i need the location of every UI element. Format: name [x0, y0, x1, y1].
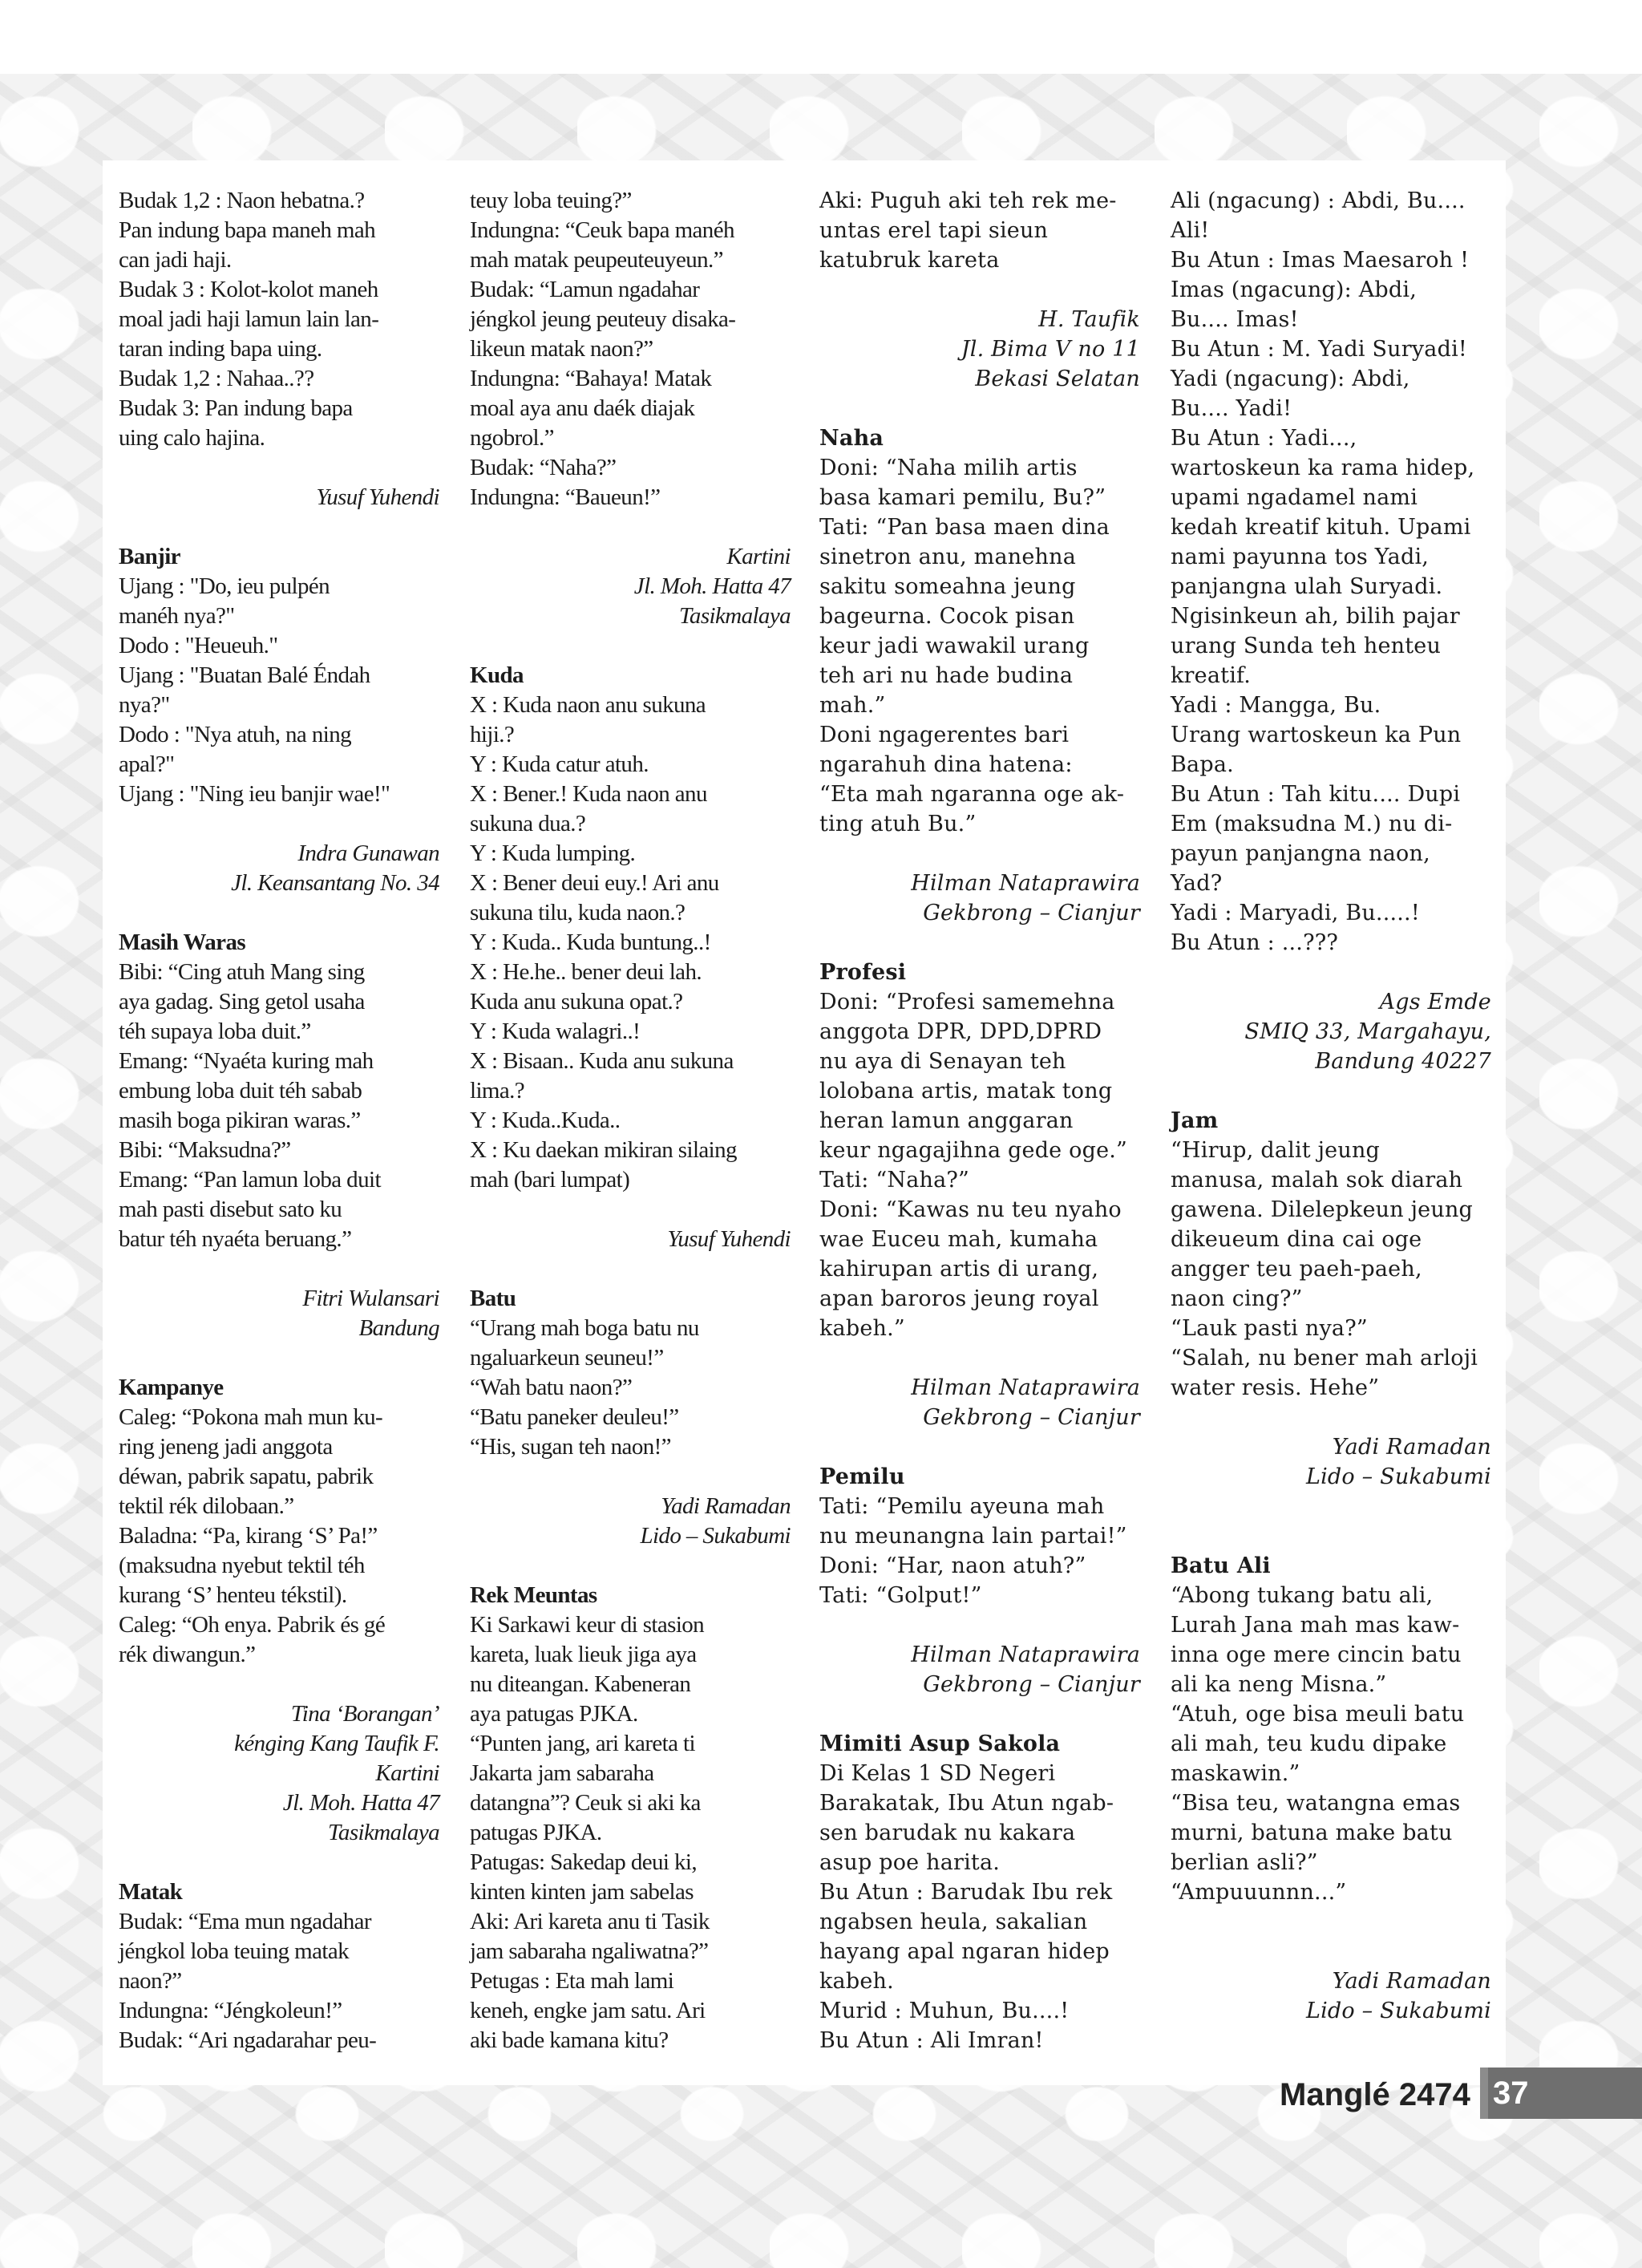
- text-line: anggota DPR, DPD,DPRD: [819, 1019, 1102, 1044]
- text-line: naon?”: [119, 1968, 182, 1994]
- author-credit: Jl. Moh. Hatta 47: [633, 573, 791, 599]
- text-line: Yad?: [1171, 871, 1223, 896]
- author-credit: Gekbrong – Cianjur: [923, 1672, 1140, 1697]
- text-line: Y : Kuda..Kuda..: [470, 1108, 621, 1133]
- text-line: Yadi : Maryadi, Bu.....!: [1171, 901, 1420, 925]
- text-line: X : Bener.! Kuda naon anu: [470, 781, 707, 807]
- text-line: Bu Atun : Barudak Ibu rek: [819, 1880, 1113, 1905]
- text-line: jam sabaraha ngaliwatna?”: [470, 1938, 709, 1964]
- text-line: Barakatak, Ibu Atun ngab-: [819, 1791, 1114, 1816]
- text-line: tektil rék dilobaan.”: [119, 1493, 294, 1519]
- text-line: ngarahuh dina hatena:: [819, 752, 1073, 777]
- text-line: wartoskeun ka rama hidep,: [1171, 456, 1475, 480]
- text-line: (maksudna nyebut tektil téh: [119, 1553, 365, 1578]
- story-heading: Batu: [470, 1286, 516, 1311]
- text-line: mah matak peupeuteuyeun.”: [470, 247, 723, 273]
- text-line: ting atuh Bu.”: [819, 812, 977, 836]
- text-line: Doni ngagerentes bari: [819, 723, 1070, 747]
- text-line: teh ari nu hade budina: [819, 663, 1074, 688]
- text-line: déwan, pabrik sapatu, pabrik: [119, 1464, 374, 1489]
- story-heading: Kampanye: [119, 1375, 224, 1400]
- story-heading: Banjir: [119, 544, 180, 569]
- text-line: “Lauk pasti nya?”: [1171, 1316, 1368, 1341]
- author-credit: Gekbrong – Cianjur: [923, 901, 1140, 925]
- text-line: Y : Kuda lumping.: [470, 840, 636, 866]
- author-credit: Tasikmalaya: [679, 603, 791, 629]
- text-line: Tati: “Golput!”: [819, 1583, 982, 1608]
- text-line: moal jadi haji lamun lain lan-: [119, 306, 379, 332]
- text-line: panjangna ulah Suryadi.: [1171, 574, 1443, 599]
- spacer: [119, 1848, 439, 1877]
- text-line: Budak 3: Pan indung bapa: [119, 395, 353, 421]
- text-line: Ali (ngacung) : Abdi, Bu....: [1171, 188, 1466, 213]
- text-line: Indungna: “Ceuk bapa manéh: [470, 217, 734, 243]
- spacer: [119, 898, 439, 928]
- story-heading: Rek Meuntas: [470, 1582, 597, 1608]
- story-heading: Mimiti Asup Sakola: [819, 1731, 1061, 1756]
- text-line: urang Sunda teh henteu: [1171, 634, 1442, 658]
- author-credit: Indra Gunawan: [297, 840, 439, 866]
- text-line: “Bisa teu, watangna emas: [1171, 1791, 1461, 1816]
- text-line: mah.”: [819, 693, 886, 718]
- author-credit: Lido – Sukabumi: [640, 1523, 791, 1549]
- text-column-2: [470, 186, 791, 2055]
- spacer: [819, 839, 1140, 869]
- author-credit: Tina ‘Borangan’: [290, 1701, 439, 1727]
- text-line: ring jeneng jadi anggota: [119, 1434, 333, 1460]
- text-line: sukuna dua.?: [470, 811, 586, 836]
- text-line: kahirupan artis di urang,: [819, 1257, 1099, 1282]
- spacer: [819, 1432, 1140, 1462]
- text-line: Budak: “Lamun ngadahar: [470, 277, 700, 302]
- story-heading: Masih Waras: [119, 929, 246, 955]
- text-line: upami ngadamel nami: [1171, 485, 1418, 510]
- text-line: X : Bener deui euy.! Ari anu: [470, 870, 719, 896]
- text-line: “His, sugan teh naon!”: [470, 1434, 671, 1460]
- text-line: Tati: “Naha?”: [819, 1168, 970, 1193]
- text-line: mah pasti disebut sato ku: [119, 1197, 342, 1222]
- text-column-3: [819, 186, 1140, 2055]
- spacer: [1171, 1492, 1491, 1521]
- text-line: Doni: “Profesi samemehna: [819, 990, 1115, 1015]
- text-line: kurang ‘S’ henteu tékstil).: [119, 1582, 347, 1608]
- text-line: kedah kreatif kituh. Upami: [1171, 515, 1471, 540]
- text-line: ngabsen heula, sakalian: [819, 1910, 1088, 1934]
- text-line: Caleg: “Oh enya. Pabrik és gé: [119, 1612, 386, 1638]
- author-credit: Hilman Nataprawira: [911, 1375, 1140, 1400]
- text-line: Bu Atun : ...???: [1171, 930, 1339, 955]
- text-line: Yadi : Mangga, Bu.: [1171, 693, 1381, 718]
- spacer: [819, 1343, 1140, 1373]
- text-line: manusa, malah sok diarah: [1171, 1168, 1463, 1193]
- text-line: nya?": [119, 692, 170, 718]
- spacer: [470, 512, 791, 542]
- text-line: Ngisinkeun ah, bilih pajar: [1171, 604, 1460, 629]
- text-line: jéngkol loba teuing matak: [119, 1938, 350, 1964]
- text-line: keneh, engke jam satu. Ari: [470, 1998, 706, 2023]
- text-line: can jadi haji.: [119, 247, 232, 273]
- spacer: [119, 453, 439, 483]
- text-line: Ujang : "Ning ieu banjir wae!": [119, 781, 390, 807]
- text-line: water resis. Hehe”: [1171, 1375, 1380, 1400]
- author-credit: Yadi Ramadan: [1332, 1969, 1491, 1994]
- text-line: maskawin.”: [1171, 1761, 1300, 1786]
- author-credit: Lido – Sukabumi: [1305, 1464, 1491, 1489]
- text-line: kinten kinten jam sabelas: [470, 1879, 694, 1905]
- text-line: bageurna. Cocok pisan: [819, 604, 1075, 629]
- text-line: Tati: “Pemilu ayeuna mah: [819, 1494, 1105, 1519]
- author-credit: Kartini: [726, 544, 791, 569]
- story-heading: Pemilu: [819, 1464, 905, 1489]
- text-line: Aki: Ari kareta anu ti Tasik: [470, 1909, 710, 1934]
- text-line: keur ngagajihna gede oge.”: [819, 1138, 1128, 1163]
- text-line: untas erel tapi sieun: [819, 218, 1049, 243]
- spacer: [470, 1551, 791, 1581]
- author-credit: Jl. Bima V no 11: [961, 337, 1140, 362]
- author-credit: Jl. Keansantang No. 34: [231, 870, 439, 896]
- author-credit: Hilman Nataprawira: [911, 871, 1140, 896]
- spacer: [119, 1254, 439, 1284]
- text-line: “Punten jang, ari kareta ti: [470, 1731, 695, 1756]
- text-line: kreatif.: [1171, 663, 1252, 688]
- text-line: heran lamun anggaran: [819, 1108, 1074, 1133]
- text-column-1: [119, 186, 439, 2055]
- text-line: apal?": [119, 751, 175, 777]
- spacer: [1171, 958, 1491, 987]
- text-line: Ujang : "Buatan Balé Éndah: [119, 662, 370, 688]
- text-line: katubruk kareta: [819, 248, 1000, 273]
- text-line: sen barudak nu kakara: [819, 1820, 1076, 1845]
- text-line: taran inding bapa uing.: [119, 336, 322, 362]
- text-line: manéh nya?": [119, 603, 235, 629]
- text-line: ngaluarkeun seuneu!”: [470, 1345, 664, 1371]
- text-line: X : He.he.. bener deui lah.: [470, 959, 702, 985]
- text-line: payun panjangna naon,: [1171, 841, 1430, 866]
- text-line: masih boga pikiran waras.”: [119, 1108, 361, 1133]
- text-line: basa kamari pemilu, Bu?”: [819, 485, 1106, 510]
- text-line: naon cing?”: [1171, 1286, 1303, 1311]
- text-line: “Salah, nu bener mah arloji: [1171, 1346, 1478, 1371]
- text-line: hiji.?: [470, 722, 515, 747]
- story-heading: Jam: [1171, 1108, 1219, 1133]
- text-line: Y : Kuda catur atuh.: [470, 751, 649, 777]
- text-line: Bu Atun : Tah kitu.... Dupi: [1171, 782, 1461, 807]
- text-line: patugas PJKA.: [470, 1820, 602, 1845]
- spacer: [1171, 1937, 1491, 1966]
- spacer: [119, 809, 439, 839]
- text-line: Urang wartoskeun ka Pun: [1171, 723, 1462, 747]
- text-line: Doni: “Kawas nu teu nyaho: [819, 1197, 1122, 1222]
- text-line: hayang apal ngaran hidep: [819, 1939, 1110, 1964]
- text-line: asup poe harita.: [819, 1850, 1001, 1875]
- magazine-issue: Manglé 2474: [1280, 2077, 1470, 2112]
- spacer: [819, 394, 1140, 423]
- text-line: mah (bari lumpat): [470, 1167, 630, 1193]
- text-line: Y : Kuda walagri..!: [470, 1019, 641, 1044]
- text-line: sukuna tilu, kuda naon.?: [470, 900, 686, 925]
- author-credit: Yadi Ramadan: [661, 1493, 791, 1519]
- author-credit: Kartini: [375, 1760, 439, 1786]
- author-credit: Ags Emde: [1379, 990, 1491, 1015]
- text-line: lolobana artis, matak tong: [819, 1079, 1113, 1104]
- text-line: Bu Atun : Ali Imran!: [819, 2028, 1044, 2053]
- text-line: Baladna: “Pa, kirang ‘S’ Pa!”: [119, 1523, 378, 1549]
- text-line: aki bade kamana kitu?: [470, 2027, 669, 2053]
- text-line: Bu Atun : M. Yadi Suryadi!: [1171, 337, 1467, 362]
- text-line: Em (maksudna M.) nu di-: [1171, 812, 1453, 836]
- spacer: [119, 1343, 439, 1373]
- text-line: “Eta mah ngaranna oge ak-: [819, 782, 1125, 807]
- text-line: angger teu paeh-paeh,: [1171, 1257, 1422, 1282]
- text-line: inna oge mere cincin batu: [1171, 1642, 1462, 1667]
- text-line: “Ampuuunnn...”: [1171, 1880, 1347, 1905]
- text-line: nami payunna tos Yadi,: [1171, 545, 1430, 569]
- story-heading: Naha: [819, 426, 884, 451]
- spacer: [819, 928, 1140, 958]
- text-line: ali ka neng Misna.”: [1171, 1672, 1387, 1697]
- text-line: jéngkol jeung peuteuy disaka-: [470, 306, 736, 332]
- text-line: moal aya anu daék diajak: [470, 395, 695, 421]
- text-line: Indungna: “Jéngkoleun!”: [119, 1998, 342, 2023]
- text-line: Di Kelas 1 SD Negeri: [819, 1761, 1056, 1786]
- text-line: aya gadag. Sing getol usaha: [119, 989, 365, 1015]
- author-credit: Hilman Nataprawira: [911, 1642, 1140, 1667]
- story-heading: Matak: [119, 1879, 183, 1905]
- text-line: Kuda anu sukuna opat.?: [470, 989, 683, 1015]
- text-line: wae Euceu mah, kumaha: [819, 1227, 1098, 1252]
- text-line: Bapa.: [1171, 752, 1234, 777]
- author-credit: Bandung 40227: [1315, 1049, 1491, 1074]
- text-line: Doni: “Har, naon atuh?”: [819, 1553, 1086, 1578]
- text-line: likeun matak naon?”: [470, 336, 653, 362]
- author-credit: Lido – Sukabumi: [1305, 1999, 1491, 2023]
- text-line: datangna”? Ceuk si aki ka: [470, 1790, 701, 1816]
- text-line: Budak 1,2 : Nahaa..??: [119, 366, 314, 391]
- spacer: [119, 512, 439, 542]
- text-line: “Atuh, oge bisa meuli batu: [1171, 1702, 1465, 1727]
- text-line: Ali!: [1171, 218, 1210, 243]
- text-line: Petugas : Eta mah lami: [470, 1968, 674, 1994]
- text-line: “Abong tukang batu ali,: [1171, 1583, 1434, 1608]
- text-line: Dodo : "Heueuh.": [119, 633, 278, 658]
- text-line: aya patugas PJKA.: [470, 1701, 638, 1727]
- spacer: [119, 1670, 439, 1699]
- text-line: uing calo hajina.: [119, 425, 265, 451]
- spacer: [819, 275, 1140, 305]
- text-line: “Urang mah boga batu nu: [470, 1315, 699, 1341]
- author-credit: Tasikmalaya: [328, 1820, 439, 1845]
- spacer: [819, 1610, 1140, 1640]
- author-credit: Yadi Ramadan: [1332, 1435, 1491, 1460]
- story-heading: Batu Ali: [1171, 1553, 1271, 1578]
- text-line: lima.?: [470, 1078, 525, 1104]
- text-line: teuy loba teuing?”: [470, 188, 632, 213]
- author-credit: Yusuf Yuhendi: [316, 484, 439, 510]
- author-credit: Yusuf Yuhendi: [667, 1226, 791, 1252]
- text-line: ngobrol.”: [470, 425, 554, 451]
- spacer: [470, 631, 791, 661]
- text-line: Budak: “Ema mun ngadahar: [119, 1909, 371, 1934]
- text-line: sakitu someahna jeung: [819, 574, 1076, 599]
- text-line: Pan indung bapa maneh mah: [119, 217, 376, 243]
- text-line: Budak 1,2 : Naon hebatna.?: [119, 188, 365, 213]
- text-line: Emang: “Nyaéta kuring mah: [119, 1048, 374, 1074]
- spacer: [470, 1195, 791, 1225]
- text-line: kabeh.”: [819, 1316, 905, 1341]
- text-line: gawena. Dilelepkeun jeung: [1171, 1197, 1474, 1222]
- text-line: Bu Atun : Yadi...,: [1171, 426, 1357, 451]
- text-line: Budak: “Ari ngadarahar peu-: [119, 2027, 377, 2053]
- author-credit: Gekbrong – Cianjur: [923, 1405, 1140, 1430]
- story-heading: Kuda: [470, 662, 524, 688]
- text-line: sinetron anu, manehna: [819, 545, 1077, 569]
- author-credit: Jl. Moh. Hatta 47: [282, 1790, 439, 1816]
- text-line: Imas (ngacung): Abdi,: [1171, 277, 1417, 302]
- text-line: Murid : Muhun, Bu....!: [819, 1999, 1070, 2023]
- text-line: Budak: “Naha?”: [470, 455, 617, 480]
- text-line: X : Bisaan.. Kuda anu sukuna: [470, 1048, 734, 1074]
- spacer: [1171, 1403, 1491, 1432]
- text-line: Indungna: “Baueun!”: [470, 484, 661, 510]
- author-credit: kénging Kang Taufik F.: [234, 1731, 439, 1756]
- text-line: “Wah batu naon?”: [470, 1375, 633, 1400]
- spacer: [819, 1699, 1140, 1729]
- text-line: nu meunangna lain partai!”: [819, 1524, 1127, 1549]
- text-line: Jakarta jam sabaraha: [470, 1760, 654, 1786]
- spacer: [470, 1462, 791, 1492]
- text-line: “Batu paneker deuleu!”: [470, 1404, 679, 1430]
- text-line: Patugas: Sakedap deui ki,: [470, 1849, 698, 1875]
- text-line: X : Ku daekan mikiran silaing: [470, 1137, 737, 1163]
- text-line: Ujang : "Do, ieu pulpén: [119, 573, 330, 599]
- text-line: embung loba duit téh sabab: [119, 1078, 362, 1104]
- text-line: Bibi: “Maksudna?”: [119, 1137, 291, 1163]
- spacer: [470, 1254, 791, 1284]
- text-line: rék diwangun.”: [119, 1642, 256, 1667]
- text-line: Caleg: “Pokona mah mun ku-: [119, 1404, 383, 1430]
- spacer: [1171, 1907, 1491, 1937]
- author-credit: Fitri Wulansari: [302, 1286, 439, 1311]
- text-line: nu diteangan. Kabeneran: [470, 1671, 691, 1697]
- text-line: Tati: “Pan basa maen dina: [819, 515, 1110, 540]
- text-line: Yadi (ngacung): Abdi,: [1171, 367, 1410, 391]
- text-line: Bibi: “Cing atuh Mang sing: [119, 959, 365, 985]
- text-line: Emang: “Pan lamun loba duit: [119, 1167, 381, 1193]
- text-line: “Hirup, dalit jeung: [1171, 1138, 1381, 1163]
- text-line: Ki Sarkawi keur di stasion: [470, 1612, 705, 1638]
- text-line: ali mah, teu kudu dipake: [1171, 1731, 1447, 1756]
- text-line: Bu.... Imas!: [1171, 307, 1299, 332]
- text-column-4: [1171, 186, 1491, 2026]
- author-credit: Bandung: [358, 1315, 439, 1341]
- text-line: keur jadi wawakil urang: [819, 634, 1090, 658]
- text-line: berlian asli?”: [1171, 1850, 1318, 1875]
- text-line: Y : Kuda.. Kuda buntung..!: [470, 929, 711, 955]
- text-line: Budak 3 : Kolot-kolot maneh: [119, 277, 378, 302]
- text-line: nu aya di Senayan teh: [819, 1049, 1066, 1074]
- text-line: murni, batuna make batu: [1171, 1820, 1453, 1845]
- text-line: Indungna: “Bahaya! Matak: [470, 366, 712, 391]
- text-line: Aki: Puguh aki teh rek me-: [819, 188, 1117, 213]
- text-line: Dodo : "Nya atuh, na ning: [119, 722, 352, 747]
- spacer: [1171, 1521, 1491, 1551]
- text-line: téh supaya loba duit.”: [119, 1019, 311, 1044]
- text-line: Lurah Jana mah mas kaw-: [1171, 1613, 1460, 1638]
- text-line: apan baroros jeung royal: [819, 1286, 1099, 1311]
- text-line: Bu Atun : Imas Maesaroh !: [1171, 248, 1470, 273]
- spacer: [1171, 1076, 1491, 1106]
- text-line: kareta, luak lieuk jiga aya: [470, 1642, 697, 1667]
- text-line: kabeh.: [819, 1969, 894, 1994]
- author-credit: Bekasi Selatan: [975, 367, 1140, 391]
- text-line: X : Kuda naon anu sukuna: [470, 692, 706, 718]
- text-line: batur téh nyaéta beruang.”: [119, 1226, 352, 1252]
- story-heading: Profesi: [819, 960, 907, 985]
- page-number: 37: [1493, 2076, 1529, 2111]
- text-line: dikeueum dina cai oge: [1171, 1227, 1422, 1252]
- author-credit: H. Taufik: [1038, 307, 1140, 332]
- author-credit: SMIQ 33, Margahayu,: [1244, 1019, 1491, 1044]
- text-line: Doni: “Naha milih artis: [819, 456, 1078, 480]
- text-line: Bu.... Yadi!: [1171, 396, 1292, 421]
